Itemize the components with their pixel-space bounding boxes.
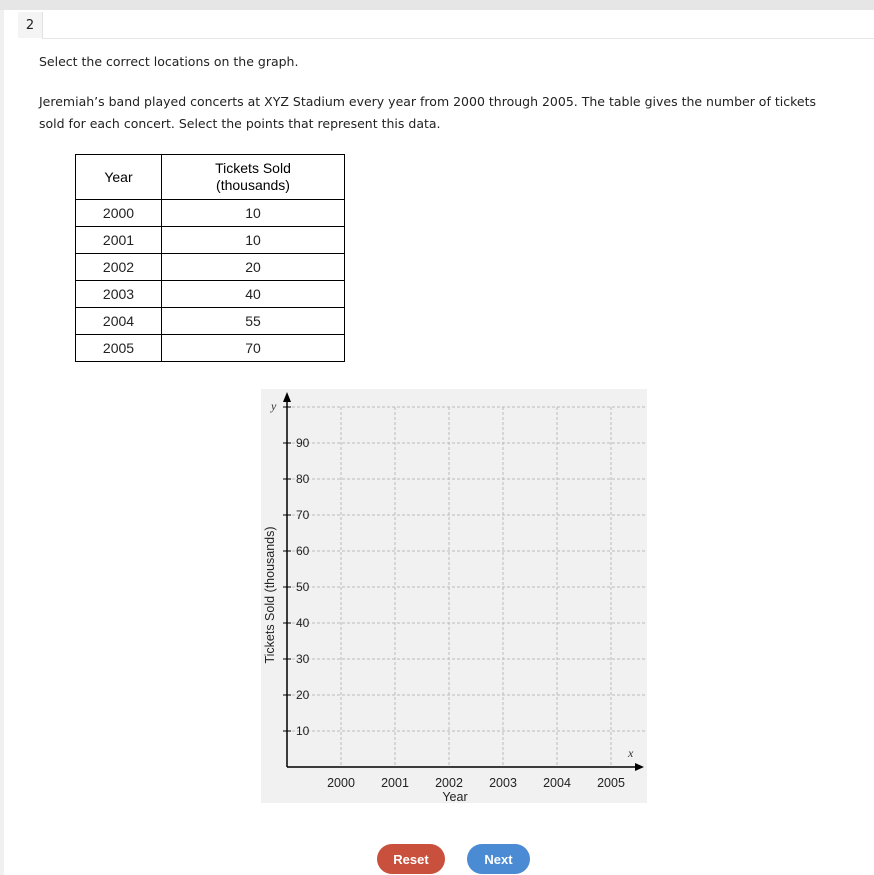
table-header-row <box>76 155 345 200</box>
y-tick-label: 80 <box>296 472 310 486</box>
cell-tickets: 70 <box>162 335 345 362</box>
y-tick-label: 30 <box>296 652 310 666</box>
graph-panel[interactable] <box>261 389 647 803</box>
x-tick-label: 2002 <box>435 776 463 790</box>
cell-year: 2002 <box>76 254 162 281</box>
y-tick-label: 90 <box>296 436 310 450</box>
next-button[interactable]: Next <box>467 844 530 874</box>
cell-year: 2003 <box>76 281 162 308</box>
x-axis-symbol: x <box>628 746 634 760</box>
table-row <box>76 281 345 308</box>
header-year: Year <box>76 155 162 200</box>
y-axis-arrow <box>283 392 291 402</box>
x-tick-label: 2004 <box>543 776 571 790</box>
x-tick-label: 2005 <box>597 776 625 790</box>
cell-tickets: 40 <box>162 281 345 308</box>
cell-year: 2005 <box>76 335 162 362</box>
x-tick-label: 2000 <box>327 776 355 790</box>
table-row <box>76 227 345 254</box>
table-row <box>76 254 345 281</box>
top-bar <box>0 0 874 10</box>
y-tick-label: 10 <box>296 724 310 738</box>
header-tickets-line2: (thousands) <box>216 177 290 193</box>
y-tick-label: 40 <box>296 616 310 630</box>
graph-plot[interactable] <box>261 389 647 803</box>
table-row <box>76 335 345 362</box>
prompt-text: Jeremiah’s band played concerts at XYZ Stadium every year from 2000 through 2005. The table gives the number of tickets sold for each concert. Select the points that represent this data. <box>39 94 816 131</box>
y-tick-label: 60 <box>296 544 310 558</box>
reset-button[interactable]: Reset <box>377 844 445 874</box>
cell-year: 2004 <box>76 308 162 335</box>
header-tickets <box>162 155 345 200</box>
cell-year: 2001 <box>76 227 162 254</box>
y-axis-symbol: y <box>271 399 277 413</box>
question-divider <box>42 38 874 39</box>
x-axis-arrow <box>635 763 644 771</box>
cell-tickets: 10 <box>162 227 345 254</box>
cell-tickets: 55 <box>162 308 345 335</box>
cell-year: 2000 <box>76 200 162 227</box>
y-tick-label: 20 <box>296 688 310 702</box>
question-number: 2 <box>18 12 43 38</box>
y-axis-label: Tickets Sold (thousands) <box>263 526 277 664</box>
question-card <box>4 10 874 875</box>
table-row <box>76 308 345 335</box>
x-tick-label: 2001 <box>381 776 409 790</box>
instruction-text: Select the correct locations on the graph. <box>39 54 299 69</box>
x-tick-label: 2003 <box>489 776 517 790</box>
y-tick-label: 70 <box>296 508 310 522</box>
table-row <box>76 200 345 227</box>
header-tickets-line1: Tickets Sold <box>215 160 291 176</box>
cell-tickets: 20 <box>162 254 345 281</box>
x-axis-label: Year <box>442 790 468 803</box>
cell-tickets: 10 <box>162 200 345 227</box>
y-tick-label: 50 <box>296 580 310 594</box>
tickets-table <box>75 154 345 362</box>
